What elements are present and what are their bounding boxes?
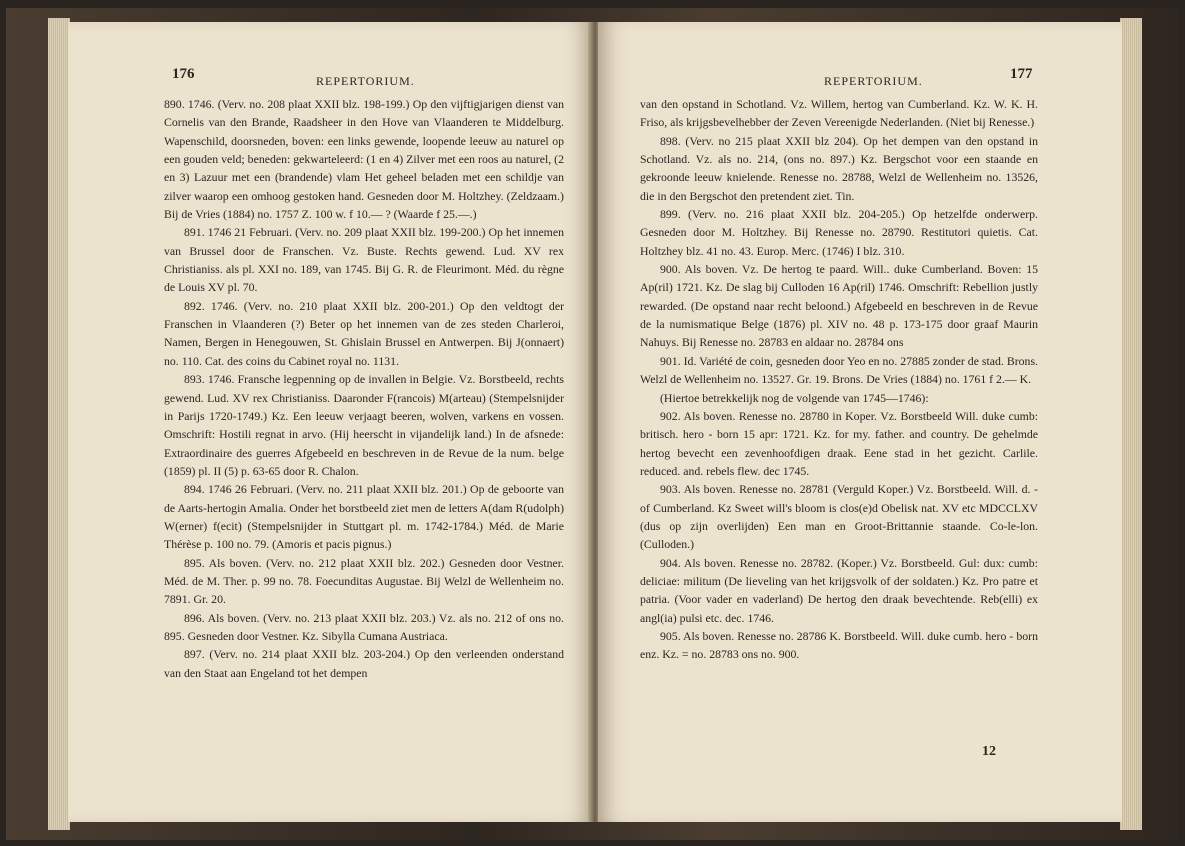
- entry-901: 901. Id. Variété de coin, gesneden door Yeo en no. 27885 zonder de stad. Brons. Welzl de Wellenheim no. 13527. Gr. 19. Brons. De Vries (1884) no. 1761 f 2.— K.: [640, 353, 1038, 387]
- entry-897-continued: van den opstand in Schotland. Vz. Willem, hertog van Cumberland. Kz. W. K. H. Friso, als krijgsbevelhebber der Zeven Vereenigde Nederlanden. (Niet bij Renesse.): [640, 97, 1038, 130]
- entry-899: 899. (Verv. no. 216 plaat XXII blz. 204-205.) Op hetzelfde onderwerp. Gesneden door M. Holtzhey. Bij Renesse no. 28790. Restitutori quietis. Cat. Holtzhey blz. 41 no. 43. Europ. Merc. (1746) I blz. 310.: [640, 207, 1038, 258]
- page-body: [640, 95, 1038, 664]
- entry-905: 905. Als boven. Renesse no. 28786 K. Borstbeeld. Will. duke cumb. hero - born enz. Kz. = no. 28783 ons no. 900.: [640, 628, 1038, 662]
- entry-904: 904. Als boven. Renesse no. 28782. (Koper.) Vz. Borstbeeld. Gul: dux: cumb: deliciae: militum (De lieveling van het krijgsvolk of der soldaten.) Kz. Pro patre et patria. (Voor vader en vaderland) De hertog den draak bevechtende. Reb(elli) ex angl(ia) pulsi etc. dec. 1746.: [640, 555, 1038, 625]
- right-page: [598, 22, 1122, 822]
- running-head: REPERTORIUM.: [824, 74, 923, 88]
- left-page: [68, 22, 592, 822]
- entry-900: 900. Als boven. Vz. De hertog te paard. Will.. duke Cumberland. Boven: 15 Ap(ril) 1721. Kz. De slag bij Culloden 16 Ap(ril) 1746. Omschrift: Rebellion justly rewarded. (De opstand naar recht beloond.) Afgebeeld en beschreven in de Revue de la numismatique Belge (1876) pl. XIV no. 48 p. 173-175 door graaf Maurin Nahuys. Bij Renesse no. 28783 en aldaar no. 28784 ons: [640, 262, 1038, 350]
- entry-895: 895. Als boven. (Verv. no. 212 plaat XXII blz. 202.) Gesneden door Vestner. Méd. de M. Ther. p. 99 no. 78. Foecunditas Augustae. Bij Welzl de Wellenheim no. 7891. Gr. 20.: [164, 555, 564, 607]
- entry-893: 893. 1746. Fransche legpenning op de invallen in Belgie. Vz. Borstbeeld, rechts gewend. Lud. XV rex Christianiss. Daaronder F(rancois) M(arteau) (Stempelsnijder in Parijs 1720-1749.) Kz. Een leeuw verjaagt beeren, wolven, varkens en vossen. Omschrift: Hostili regnat in arvo. (Hij heerscht in vijandelijk land.) In de afsnede: Extraordinaire des guerres Afgebeeld en beschreven in de Revue de la num. belge (1859) pl. II (5) p. 63-65 door R. Chalon.: [164, 372, 564, 478]
- page-number: 177: [1010, 66, 1033, 82]
- entry-894: 894. 1746 26 Februari. (Verv. no. 211 plaat XXII blz. 201.) Op de geboorte van de Aarts-hertogin Amalia. Onder het borstbeeld ziet men de letters A(dam R(udolph) W(erner) f(ecit) (Stempelsnijder in Stuttgart pl. m. 1742-1784.) Méd. de Marie Thérèse p. 100 no. 79. (Amoris et pacis pignus.): [164, 482, 564, 552]
- entry-903: 903. Als boven. Renesse no. 28781 (Verguld Koper.) Vz. Borstbeeld. Will. d. - of Cumberland. Kz Sweet will's bloom is clos(e)d Obelisk nat. XV etc MDCCLXV (dus op zijn overlijden) Een man en Groot-Brittannie staande. Co-le-lon. (Culloden.): [640, 482, 1038, 552]
- page-body: [164, 95, 564, 682]
- page-number: 176: [172, 66, 195, 82]
- entry-890: 890. 1746. (Verv. no. 208 plaat XXII blz. 198-199.) Op den vijftigjarigen dienst van Cornelis van den Brande, Raadsheer in den Hove van Vlaanderen te Middelburg. Wapenschild, doorsneden, boven: een links gewende, loopende leeuw au naturel op een gouden veld; beneden: gekwarteleerd: (1 en 4) Zilver met een roos au naturel, (2 en 3) Lazuur met een (brandende) vlam Het geheel beladen met een schildje van zilver waarop een omhoog gestoken hand. Gesneden door M. Holtzhey. (Zeldzaam.) Bij de Vries (1884) no. 1757 Z. 100 w. f 10.— ? (Waarde f 25.—.): [164, 97, 564, 222]
- entry-896: 896. Als boven. (Verv. no. 213 plaat XXII blz. 203.) Vz. als no. 212 of ons no. 895. Gesneden door Vestner. Kz. Sibylla Cumana Austriaca.: [164, 610, 564, 643]
- entry-891: 891. 1746 21 Februari. (Verv. no. 209 plaat XXII blz. 199-200.) Op het innemen van Brussel door de Franschen. Vz. Buste. Rechts gewend. Lud. XV rex Christianiss. als pl. XXI no. 189, van 1745. Bij G. R. de Fleurimont. Méd. du règne de Louis XV pl. 70.: [164, 225, 564, 295]
- section-note: (Hiertoe betrekkelijk nog de volgende van 1745—1746):: [660, 390, 929, 405]
- page-edges-right: [1120, 18, 1142, 830]
- entry-898: 898. (Verv. no 215 plaat XXII blz 204). Op het dempen van den opstand in Schotland. Vz. als no. 214, (ons no. 897.) Kz. Bergschot voor een staande en gekroonde leeuw knielende. Renesse no. 28788, Welzl de Wellenheim no. 13526, die in den Bergschot den pretendent ziet. Tin.: [640, 133, 1038, 203]
- entry-902: 902. Als boven. Renesse no. 28780 in Koper. Vz. Borstbeeld Will. duke cumb: britisch. hero - born 15 apr: 1721. Kz. for my. father. and country. De gehelmde hertog bevecht een zevenhoofdigen draak. Eene stad in het gezicht. Carlile. reduced. and. rebels flew. dec 1745.: [640, 408, 1038, 478]
- entry-897: 897. (Verv. no. 214 plaat XXII blz. 203-204.) Op den verleenden onderstand van den Staat aan Engeland tot het dempen: [164, 647, 564, 680]
- page-edges-left: [48, 18, 70, 830]
- entry-892: 892. 1746. (Verv. no. 210 plaat XXII blz. 200-201.) Op den veldtogt der Franschen in Vlaanderen (?) Beter op het innemen van de zes steden Charleroi, Namen, Bergen in Henegouwen, St. Ghislain Brussel en Antwerpen. Bij J(onnaert) no. 110. Cat. des coins du Cabinet royal no. 1131.: [164, 298, 564, 368]
- signature-mark: 12: [982, 744, 996, 759]
- running-head: REPERTORIUM.: [316, 74, 415, 88]
